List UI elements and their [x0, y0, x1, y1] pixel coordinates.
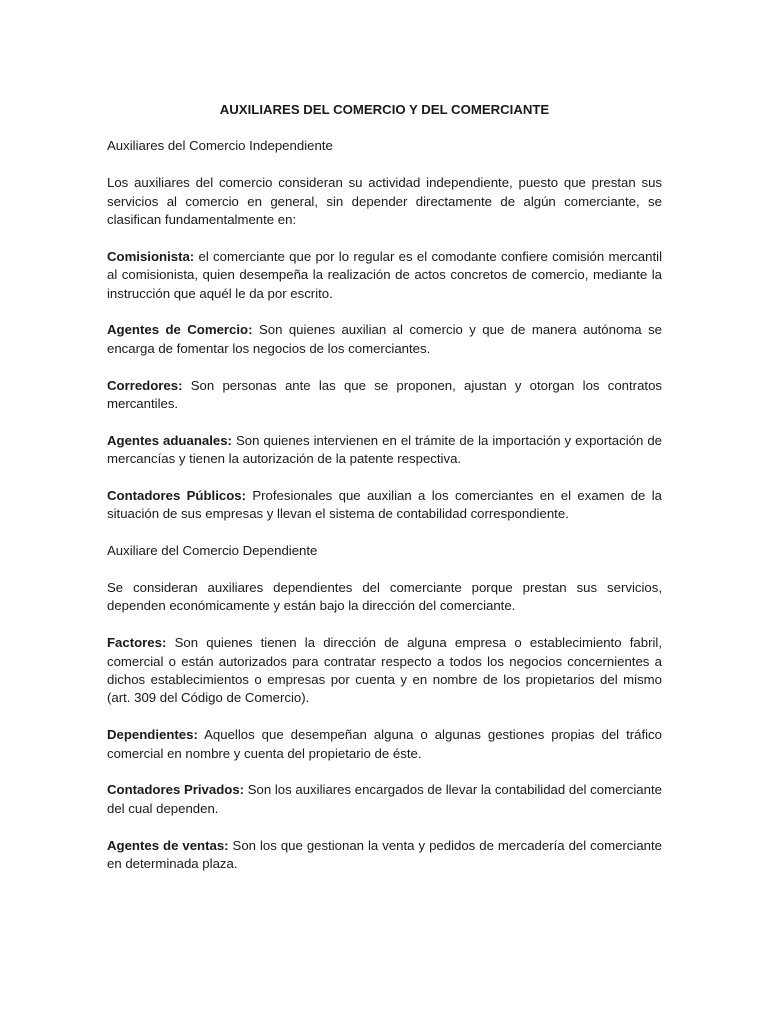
section-heading-independiente: Auxiliares del Comercio Independiente: [107, 138, 333, 154]
paragraph-agentes-ventas: [107, 837, 662, 874]
term-dependientes: Dependientes:: [107, 727, 198, 743]
definition-contadores-privados: Son los auxiliares encargados de llevar la contabilidad del comerciante del cual dependen.: [107, 782, 662, 816]
definition-agentes-ventas: Son los que gestionan la venta y pedidos de mercadería del comerciante en determinada plaza.: [107, 837, 662, 872]
paragraph-contadores-privados: [107, 781, 662, 818]
document-page: [107, 101, 662, 892]
paragraph-corredores: [107, 377, 662, 414]
paragraph-factores: [107, 634, 662, 708]
definition-factores: Son quienes tienen la dirección de alguna empresa o establecimiento fabril, comercial o están autorizados para contratar respecto a todos los negocios concernientes a dichos establecimientos o empresas por cuenta y en nombre de los propietarios del mismo (art. 309 del Código de Comercio).: [107, 635, 662, 706]
intro-paragraph-dependiente: Se consideran auxiliares dependientes del comerciante porque prestan sus servicios, dependen económicamente y están bajo la dirección del comerciante.: [107, 580, 662, 614]
paragraph-agentes-comercio: [107, 321, 662, 358]
document-title: AUXILIARES DEL COMERCIO Y DEL COMERCIANTE: [219, 102, 550, 117]
definition-agentes-aduanales: Son quienes intervienen en el trámite de la importación y exportación de mercancías y tienen la autorización de la patente respectiva.: [107, 432, 662, 467]
section-heading-dependiente: Auxiliare del Comercio Dependiente: [107, 543, 318, 559]
paragraph-agentes-aduanales: [107, 432, 662, 469]
term-corredores: Corredores:: [107, 377, 183, 393]
term-contadores-privados: Contadores Privados:: [107, 782, 245, 798]
term-agentes-ventas: Agentes de ventas:: [107, 837, 229, 853]
definition-corredores: Son personas ante las que se proponen, ajustan y otorgan los contratos mercantiles.: [107, 377, 662, 412]
term-factores: Factores:: [107, 635, 167, 651]
paragraph-dependientes: [107, 726, 662, 763]
intro-paragraph-independiente: Los auxiliares del comercio consideran su actividad independiente, puesto que prestan sus servicios al comercio en general, sin depender directamente de algún comerciante, se clasifican fundamentalmente en:: [107, 175, 662, 228]
definition-agentes-comercio: Son quienes auxilian al comercio y que de manera autónoma se encarga de fomentar los negocios de los comerciantes.: [107, 322, 662, 356]
definition-contadores-publicos: Profesionales que auxilian a los comerciantes en el examen de la situación de sus empresas y llevan el sistema de contabilidad correspondiente.: [107, 488, 662, 522]
term-agentes-aduanales: Agentes aduanales:: [107, 432, 232, 448]
term-contadores-publicos: Contadores Públicos:: [107, 488, 246, 504]
paragraph-comisionista: [107, 248, 662, 303]
term-agentes-comercio: Agentes de Comercio:: [107, 322, 253, 338]
term-comisionista: Comisionista:: [107, 248, 195, 264]
definition-comisionista: el comerciante que por lo regular es el comodante confiere comisión mercantil al comisionista, quien desempeña la realización de actos concretos de comercio, mediante la instrucción que aquél le da por escrito.: [107, 248, 662, 301]
paragraph-contadores-publicos: [107, 487, 662, 524]
definition-dependientes: Aquellos que desempeñan alguna o algunas gestiones propias del tráfico comercial en nombre y cuenta del propietario de éste.: [107, 727, 662, 761]
